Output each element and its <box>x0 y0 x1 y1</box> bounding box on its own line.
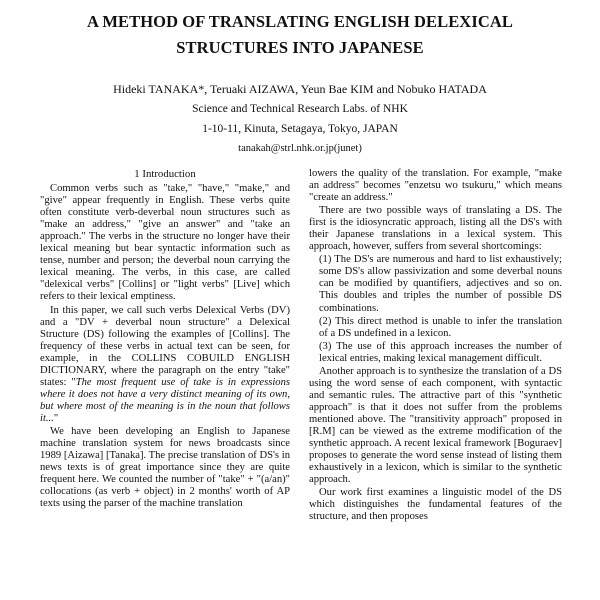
section-heading-introduction: 1 Introduction <box>134 168 196 180</box>
dictionary-quote: The most frequent use of take is in expressions where it does not have a very distinct meaning of its own, but where most of the meaning is in the noun that follows it... <box>40 376 290 424</box>
right-paragraph-4: Our work first examines a linguistic model of the DS which distinguishes the fundamental features of the structure, and then proposes <box>309 487 562 523</box>
right-paragraph-2: There are two possible ways of translating a DS. The first is the idiosyncratic approach, listing all the DS's with their Japanese translations in a lexical system. This approach, however, suffers from several shortcomings: <box>309 205 562 253</box>
right-column <box>309 168 562 600</box>
intro-paragraph-2-text: In this paper, we call such verbs Delexical Verbs (DV) and a "DV + deverbal noun structure" a Delexical Structure (DS) following the examples of [Collins]. The frequency of these verbs in actual text can be seen, for example, in the COLLINS COBUILD ENGLISH DICTIONARY, where the paragraph on the entry "take" states: " <box>40 304 290 388</box>
shortcoming-item-2: (2) This direct method is unable to infer the translation of a DS undefined in a lexicon. <box>319 315 562 339</box>
shortcoming-item-3: (3) The use of this approach increases the number of lexical entries, making lexical management difficult. <box>319 340 562 364</box>
paper-title-line-2: STRUCTURES INTO JAPANESE <box>176 38 424 57</box>
intro-paragraph-2 <box>40 305 290 425</box>
intro-paragraph-1: Common verbs such as "take," "have," "make," and "give" appear frequently in English. These verbs quite often constitute verb-deverbal noun structures such as "make an address," "give an answer" and "take an approach." The verbs in the structure no longer have their lexical meaning but bear syntactic information such as tense, number and person; the deverbal noun carrying the lexical meaning. The verbs, in this case, are called "delexical verbs" [Collins] or "light verbs" [Live] which refers to their lexical emptiness. <box>40 183 290 303</box>
intro-paragraph-3: We have been developing an English to Japanese machine translation system for news broadcasts since 1989 [Aizawa] [Tanaka]. The precise translation of DS's in news texts is of great importance since they are quite frequent here. We counted the number of "take" + "(a/an)" collocations (as verb + object) in 2 months' worth of AP texts using the parser of the machine translation <box>40 425 290 510</box>
authors: Hideki TANAKA*, Teruaki AIZAWA, Yeun Bae KIM and Nobuko HATADA <box>113 82 487 96</box>
left-column <box>40 168 290 600</box>
address: 1-10-11, Kinuta, Setagaya, Tokyo, JAPAN <box>202 123 398 135</box>
right-paragraph-3: Another approach is to synthesize the translation of a DS using the word sense of each component, with syntactic and semantic rules. The attractive part of this "synthetic approach" is that it does not suffer from the problems mentioned above. The "transitivity approach" proposed in [R.M] can be viewed as the extreme modification of the synthetic approach. A recent lexical framework [Boguraev] proposes to generate the word sense instead of listing them exhaustively in a lexicon, which is similar to the synthetic approach. <box>309 365 562 486</box>
affiliation: Science and Technical Research Labs. of NHK <box>192 103 408 115</box>
paper-title-line-1: A METHOD OF TRANSLATING ENGLISH DELEXICAL <box>86 12 513 31</box>
quote-close: " <box>53 412 59 424</box>
shortcoming-item-1: (1) The DS's are numerous and hard to list exhaustively; some DS's allow passivization and some deverbal nouns can be modified by quantifiers, adjectives and so on. This doubles and triples the number of possible DS combinations. <box>319 254 562 314</box>
email: tanakah@strl.nhk.or.jp(junet) <box>238 143 362 154</box>
right-paragraph-1: lowers the quality of the translation. For example, "make an address" becomes "enzetsu wo tsukuru," which means "create an address." <box>309 168 562 204</box>
